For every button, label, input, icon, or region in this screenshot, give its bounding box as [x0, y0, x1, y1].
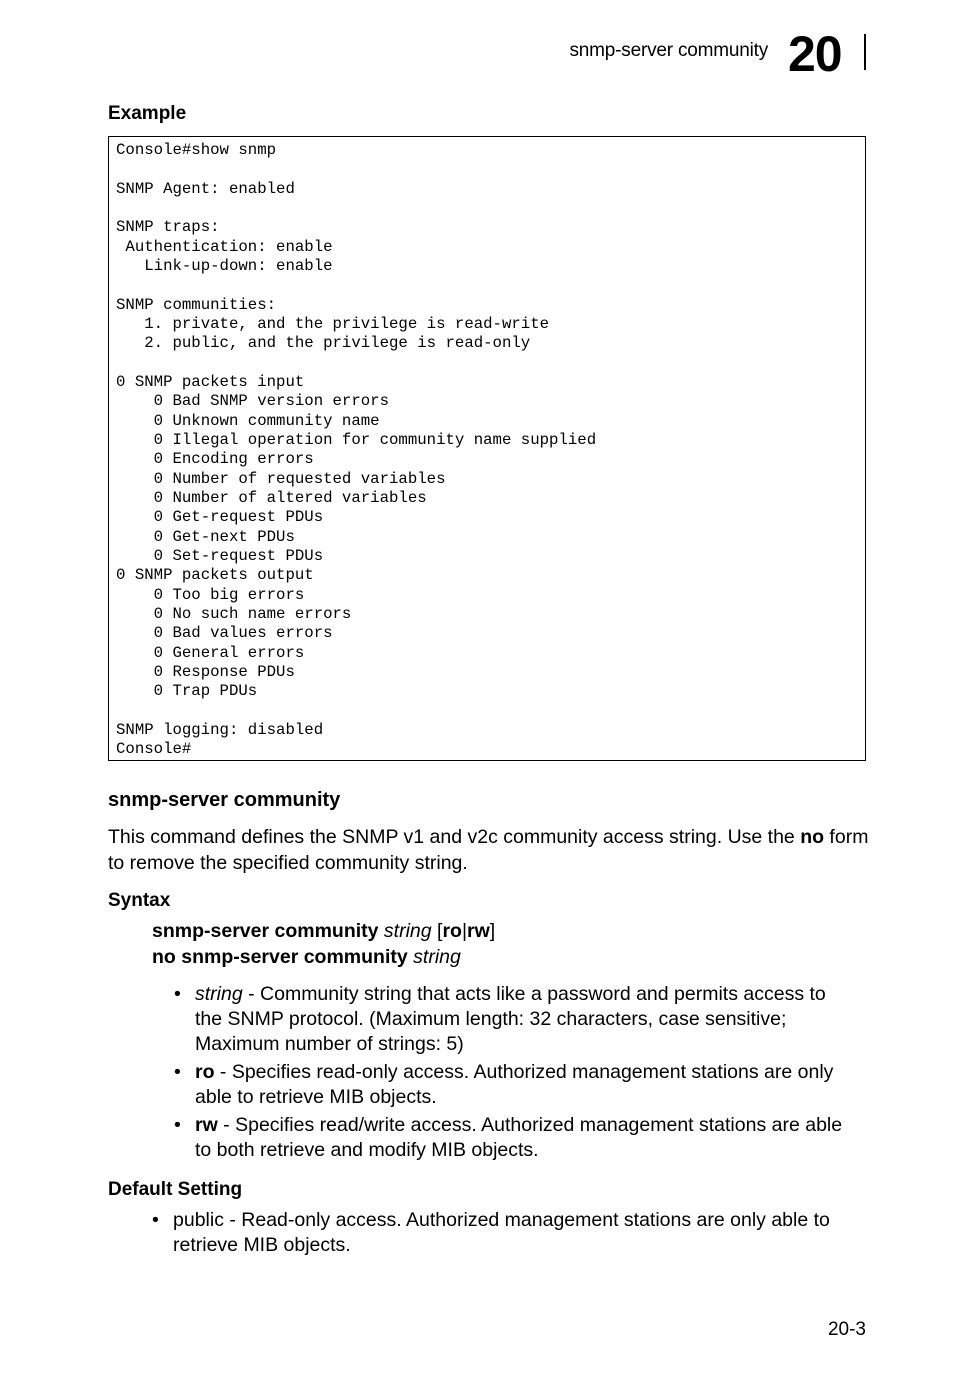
syntax-option-ro: ro [442, 920, 462, 942]
syntax-heading: Syntax [108, 890, 171, 911]
example-heading: Example [108, 103, 187, 124]
intro-bold-keyword: no [800, 826, 825, 848]
code-example-box [108, 136, 866, 761]
intro-text-before: This command defines the SNMP v1 and v2c community access string. Use the [108, 826, 801, 848]
bullet-icon: • [174, 1114, 181, 1136]
page-number: 20-3 [827, 1319, 866, 1340]
bullet-text: - Community string that acts like a password and permits access to [242, 983, 826, 1005]
syntax-no-argument: string [413, 946, 461, 968]
bullet-line: retrieve MIB objects. [173, 1234, 351, 1256]
command-description [108, 824, 878, 876]
list-item [174, 1060, 874, 1110]
bullet-term: string [195, 983, 243, 1005]
list-item [174, 1113, 874, 1163]
list-item [152, 1208, 872, 1258]
syntax-line-2 [152, 946, 461, 969]
running-header-title: snmp-server community [569, 40, 768, 61]
bullet-icon: • [174, 1061, 181, 1083]
bullet-icon: • [152, 1209, 159, 1231]
section-title: snmp-server community [108, 789, 341, 811]
bullet-text: - Specifies read/write access. Authorized management stations are able [217, 1114, 843, 1136]
bullet-line: Maximum number of strings: 5) [195, 1033, 464, 1055]
syntax-line-1 [152, 920, 495, 943]
list-item [174, 982, 874, 1058]
bullet-line: able to retrieve MIB objects. [195, 1086, 437, 1108]
bullet-line [195, 1060, 875, 1085]
syntax-command: snmp-server community [152, 920, 379, 942]
bullet-text: - Specifies read-only access. Authorized management stations are only [214, 1061, 834, 1083]
syntax-bracket-open: [ [431, 920, 443, 942]
syntax-separator: | [461, 920, 468, 942]
bullet-term: rw [195, 1114, 218, 1136]
bullet-line [195, 1113, 875, 1138]
default-setting-heading: Default Setting [108, 1179, 243, 1200]
bullet-line: public - Read-only access. Authorized management stations are only able to [173, 1209, 830, 1231]
syntax-bracket-close: ] [489, 920, 496, 942]
code-example: Console#show snmp SNMP Agent: enabled SNMP traps: Authentication: enable Link-up-down: enable SNMP communities: 1. private, and the privilege is read-write 2. public, and the privilege is read-only 0 SNMP packets input 0 Bad SNMP version errors 0 Unknown community name 0 Illegal operation for community name supplied 0 Encoding errors 0 Number of requested variables 0 Number of altered variables 0 Get-request PDUs 0 Get-next PDUs 0 Set-request PDUs 0 SNMP packets output 0 Too big errors 0 No such name errors 0 Bad values errors 0 General errors 0 Response PDUs 0 Trap PDUs SNMP logging: disabled Console# [116, 141, 597, 759]
syntax-argument: string [383, 920, 432, 942]
bullet-line: to both retrieve and modify MIB objects. [195, 1139, 539, 1161]
bullet-term: ro [195, 1061, 215, 1083]
bullet-line [195, 982, 875, 1007]
bullet-icon: • [174, 983, 181, 1005]
syntax-option-rw: rw [467, 920, 490, 942]
chapter-divider [864, 34, 866, 70]
chapter-number: 20 [788, 26, 842, 82]
bullet-line: the SNMP protocol. (Maximum length: 32 characters, case sensitive; [195, 1008, 787, 1030]
syntax-no-command: no snmp-server community [152, 946, 408, 968]
intro-text-after: form to remove the specified community string. [108, 826, 869, 874]
